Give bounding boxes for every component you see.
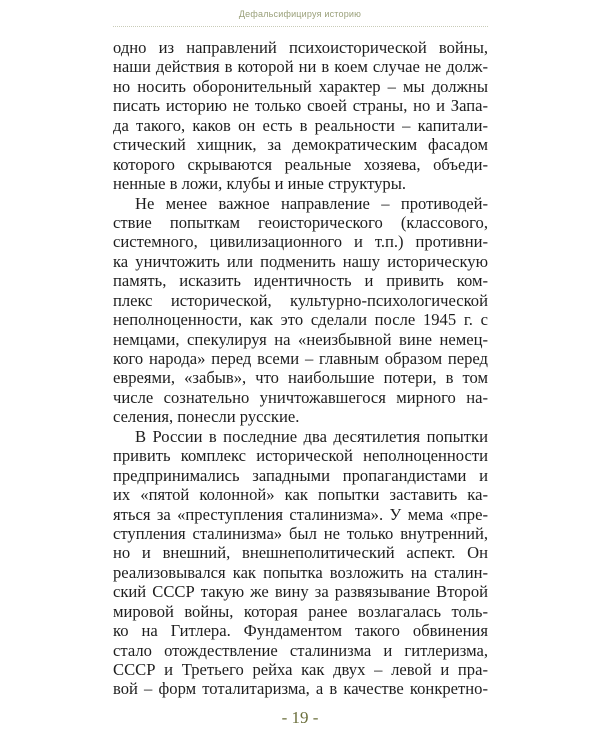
text-line: ступления сталинизма» был не только внутренний, [113, 523, 488, 543]
text-line: ствие попыткам геоисторического (классового, [113, 212, 488, 232]
text-line: СССР и Третьего рейха как двух – левой и пра- [113, 660, 488, 679]
text-line: ненные в ложи, клубы и иные структуры. [113, 174, 407, 194]
text-line: стический хищник, за демократическим фасадом [113, 135, 488, 155]
text-line: числе сознательно уничтожавшегося мирного на- [113, 387, 488, 407]
text-line: одно из направлений психоисторической войны, [113, 38, 488, 57]
text-line: но носить оборонительный характер – мы должны [113, 76, 488, 96]
text-line: привить комплекс исторической неполноценности [113, 446, 488, 466]
text-line: ко на Гитлера. Фундаментом такого обвинения [113, 621, 488, 641]
text-line: реализовывался как попытка возложить на сталин- [113, 562, 488, 582]
text-line: яться за «преступления сталинизма». У мема «пре- [113, 504, 488, 524]
paragraph [113, 38, 488, 194]
text-line: В России в последние два десятилетия попытки [135, 426, 488, 446]
text-line: неполноценности, как это сделали после 1945 г. с [113, 310, 488, 330]
page-number: - 19 - [281, 708, 319, 727]
text-line: ский СССР такую же вину за развязывание Второй [113, 582, 488, 602]
text-line: немцами, спекулируя на «неизбывной вине немец- [113, 329, 488, 349]
text-line: память, исказить идентичность и привить ком- [113, 271, 488, 291]
text-line: их «пятой колонной» как попытки заставить ка- [113, 485, 488, 505]
text-line: Не менее важное направление – противодей- [135, 193, 488, 213]
text-line: евреями, «забыв», что наибольшие потери, в том [113, 368, 488, 388]
text-line: наши действия в которой ни в коем случае не долж- [113, 57, 488, 77]
text-line: стало отождествление сталинизма и гитлеризма, [113, 640, 488, 660]
text-line: вой – форм тоталитаризма, а в качестве конкретно- [113, 679, 488, 699]
text-line: но и внешний, внешнеполитический аспект. Он [113, 543, 488, 563]
text-line: ка уничтожить или подменить нашу историческую [113, 251, 488, 271]
page-body [113, 38, 488, 699]
text-line: плекс исторической, культурно-психологической [113, 290, 488, 310]
paragraph [113, 194, 488, 427]
text-line: селения, понесли русские. [113, 407, 300, 427]
text-line: которого скрываются реальные хозяева, объеди- [113, 154, 488, 174]
paragraph [113, 427, 488, 699]
text-line: мировой войны, которая ранее возлагалась толь- [113, 601, 488, 621]
text-line: кого народа» перед всеми – главным образом перед [113, 349, 488, 368]
text-line: предпринимались западными пропагандистами и [113, 465, 488, 485]
running-header: Дефальсифицируя историю [238, 9, 362, 19]
header-rule [113, 26, 488, 27]
text-line: системного, цивилизационного и т.п.) противни- [113, 232, 488, 252]
text-line: писать историю не только своей страны, но и Запа- [113, 96, 488, 116]
text-line: да такого, каков он есть в реальности – капитали- [113, 115, 488, 135]
